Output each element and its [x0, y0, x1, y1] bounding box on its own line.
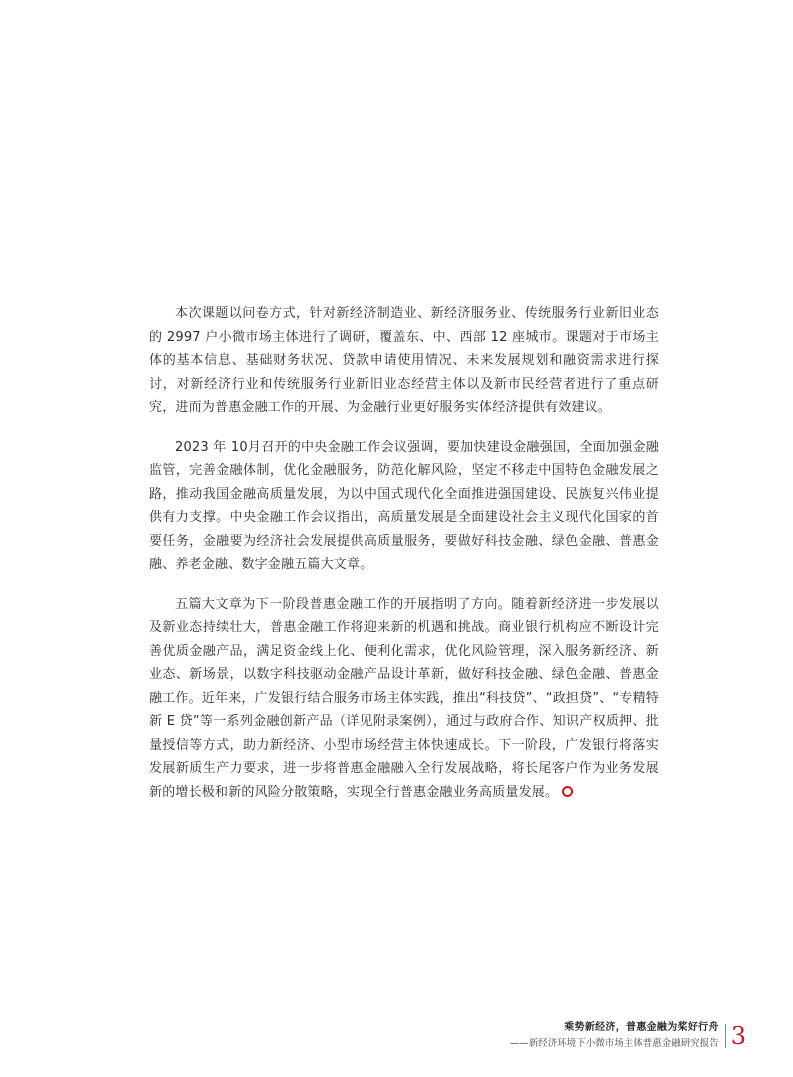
paragraph-survey-method: 本次课题以问卷方式，针对新经济制造业、新经济服务业、传统服务行业新旧业态的 2997 户小微市场主体进行了调研，覆盖东、中、西部 12 座城市。课题对于市场主体的基本信息、基础财务状况、贷款申请使用情况、未来发展规划和融资需求进行探讨，对新经济行业和传统服务行业新旧业态经营主体以及新市民经营者进行了重点研究，进而为普惠金融工作的开展、为金融行业更好服务实体经济提供有效建议。	[149, 306, 659, 415]
paragraph-central-conference: 2023 年 10月召开的中央金融工作会议强调，要加快建设金融强国，全面加强金融监管，完善金融体制，优化金融服务，防范化解风险，坚定不移走中国特色金融发展之路，推动我国金融高质量发展，为以中国式现代化全面推进强国建设、民族复兴伟业提供有力支撑。中央金融工作会议指出，高质量发展是全面建设社会主义现代化国家的首要任务，金融要为经济社会发展提供高质量服务，要做好科技金融、绿色金融、普惠金融、养老金融、数字金融五篇大文章。	[149, 439, 659, 572]
footer-title: 乘势新经济，普惠金融为桨好行舟	[564, 1022, 719, 1033]
page-number: 3	[730, 1022, 746, 1050]
paragraph-five-articles-text: 五篇大文章为下一阶段普惠金融工作的开展指明了方向。随着新经济进一步发展以及新业态持续壮大，普惠金融工作将迎来新的机遇和挑战。商业银行机构应不断设计完善优质金融产品，满足资金线上化、便利化需求，优化风险管理，深入服务新经济、新业态、新场景，以数字科技驱动金融产品设计革新，做好科技金融、绿色金融、普惠金融工作。近年来，广发银行结合服务市场主体实践，推出“科技贷”、“政担贷”、“专精特新 E 贷”等一系列金融创新产品（详见附录案例），通过与政府合作、知识产权质押、批量授信等方式，助力新经济、小型市场经营主体快速成长。下一阶段，广发银行将落实发展新质生产力要求，进一步将普惠金融融入全行发展战略，将长尾客户作为业务发展新的增长极和新的风险分散策略，实现全行普惠金融业务高质量发展。	[149, 596, 659, 800]
page-footer	[510, 1021, 746, 1051]
main-content	[149, 302, 659, 820]
footer-text	[510, 1021, 719, 1051]
paragraph-five-articles	[149, 593, 659, 805]
footer-divider	[725, 1024, 726, 1048]
end-mark-icon	[562, 786, 573, 797]
footer-subtitle: ——新经济环境下小微市场主体普惠金融研究报告	[509, 1038, 719, 1049]
